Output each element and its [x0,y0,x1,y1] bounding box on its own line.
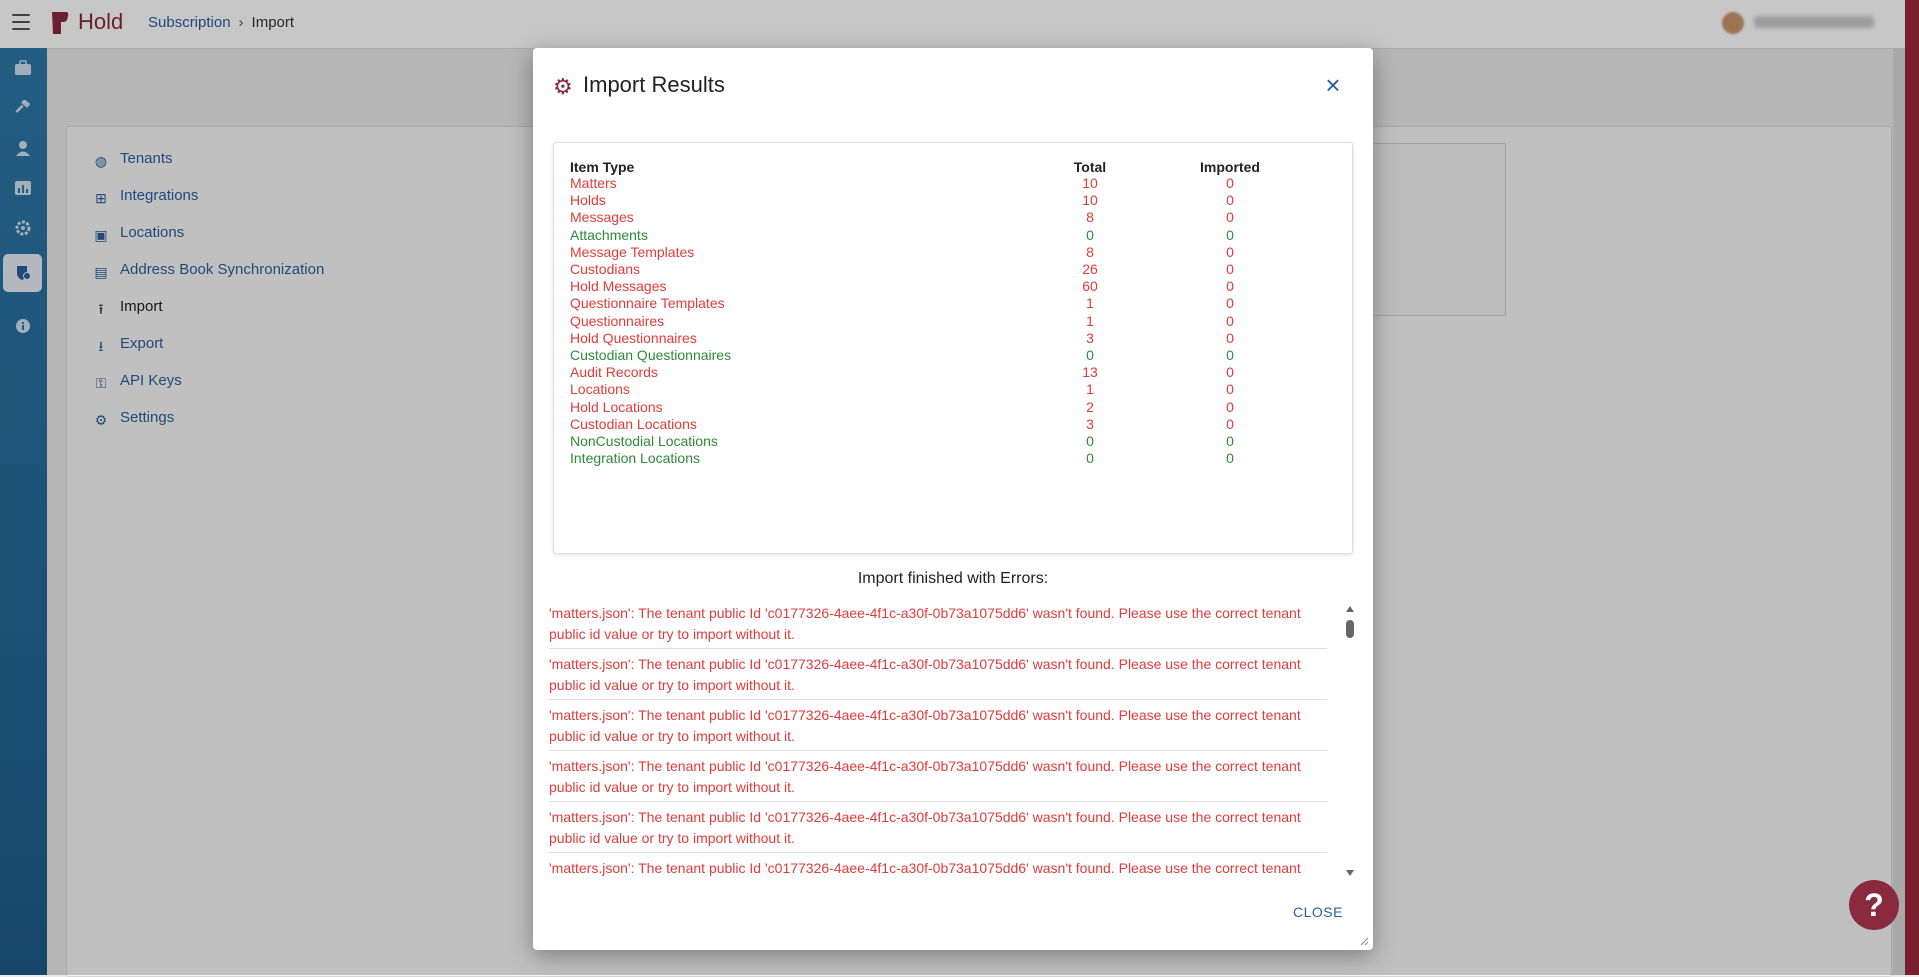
cell-imported: 0 [1226,226,1234,243]
cell-item-type: Integration Locations [570,450,700,467]
cell-total: 1 [1086,295,1094,312]
cell-total: 0 [1086,347,1094,363]
cell-item-type: NonCustodial Locations [570,433,718,449]
cell-item-type: Messages [570,209,634,226]
key-icon: ⚿ [95,375,107,391]
cell-imported: 0 [1226,295,1234,312]
cell-total: 60 [1082,278,1098,295]
cell-item-type: Custodian Locations [570,415,697,432]
cell-total: 10 [1082,192,1098,209]
nav-item-label: Export [120,335,164,352]
brand-name: Hold [78,9,124,34]
cell-total: 3 [1086,415,1094,432]
cell-item-type: Hold Questionnaires [570,329,697,346]
cell-imported: 0 [1226,261,1234,277]
close-icon[interactable]: × [1325,70,1341,100]
error-item: 'matters.json': The tenant public Id 'c0177326-4aee-4f1c-a30f-0b73a1075dd6' wasn't found. Please use the correct tenant public id value or try to import without it. [549,651,1327,700]
cell-item-type: Holds [570,192,606,209]
gear-icon: ⚙ [553,74,573,99]
cell-total: 0 [1086,450,1094,467]
cell-item-type: Matters [570,175,617,191]
cell-item-type: Questionnaire Templates [570,295,725,312]
gear-icon: ⚙ [94,412,108,428]
upload-icon: ⭱ [98,301,104,317]
right-edge-bar [1905,0,1919,975]
nav-item-label: Locations [120,224,185,241]
cell-imported: 0 [1226,192,1234,209]
cell-imported: 0 [1226,278,1234,295]
close-button[interactable]: CLOSE [1293,904,1343,920]
cell-total: 0 [1086,433,1094,449]
scroll-down-icon[interactable] [1346,870,1354,876]
cell-imported: 0 [1226,364,1234,381]
header-imported: Imported [1200,159,1260,175]
help-button[interactable]: ? [1849,880,1899,930]
errors-title: Import finished with Errors: [857,570,1049,587]
globe-icon: ◍ [94,153,108,169]
cell-total: 8 [1086,209,1094,226]
cell-imported: 0 [1226,398,1234,415]
cell-total: 3 [1086,329,1094,346]
cell-imported: 0 [1226,175,1234,191]
cell-imported: 0 [1226,433,1234,449]
cell-imported: 0 [1226,415,1234,432]
resize-handle-icon[interactable] [1359,936,1369,946]
download-icon: ⭳ [98,338,104,354]
cell-total: 8 [1086,243,1094,260]
error-list[interactable] [549,600,1345,880]
table-row [570,450,1330,470]
breadcrumb-subscription[interactable]: Subscription [148,14,231,31]
cell-total: 2 [1086,398,1094,415]
cell-imported: 0 [1226,381,1234,398]
hierarchy-icon: ⊞ [95,190,107,206]
cell-item-type: Hold Locations [570,398,663,415]
cell-imported: 0 [1226,450,1234,467]
header-total: Total [1073,159,1107,175]
cell-item-type: Custodian Questionnaires [570,347,732,363]
scroll-thumb[interactable] [1346,620,1354,638]
import-results-table [553,142,1353,554]
cell-item-type: Custodians [570,261,641,277]
cell-imported: 0 [1226,347,1234,363]
cell-item-type: Audit Records [570,364,658,381]
cell-imported: 0 [1226,312,1234,329]
cell-item-type: Hold Messages [570,278,667,295]
error-item: 'matters.json': The tenant public Id 'c0177326-4aee-4f1c-a30f-0b73a1075dd6' wasn't found. Please use the correct tenant public id value or try to import without it. [549,753,1327,802]
address-book-icon: ▤ [94,264,108,280]
nav-item-label: Integrations [120,187,199,204]
error-item: 'matters.json': The tenant public Id 'c0177326-4aee-4f1c-a30f-0b73a1075dd6' wasn't found. Please use the correct tenant public id value or try to import without it. [549,702,1327,751]
error-item: 'matters.json': The tenant public Id 'c0177326-4aee-4f1c-a30f-0b73a1075dd6' wasn't found. Please use the correct tenant public id value or try to import without it. [549,804,1327,853]
breadcrumb-separator: › [238,14,244,31]
cell-item-type: Questionnaires [570,312,665,329]
cell-item-type: Message Templates [570,243,695,260]
cell-item-type: Locations [570,381,630,398]
cell-item-type: Attachments [570,226,648,243]
error-list-scrollbar[interactable] [1345,606,1355,878]
dialog-title-text: Import Results [583,72,725,97]
cell-imported: 0 [1226,243,1234,260]
cell-imported: 0 [1226,329,1234,346]
error-item: 'matters.json': The tenant public Id 'c0177326-4aee-4f1c-a30f-0b73a1075dd6' wasn't found. Please use the correct tenant public id value or try to import without it. [549,600,1327,649]
location-box-icon: ▣ [94,227,108,243]
breadcrumb-import: Import [251,14,295,31]
dialog-title [553,72,725,98]
header-item-type: Item Type [570,159,635,175]
cell-total: 10 [1082,175,1098,191]
import-results-dialog [533,48,1373,950]
cell-imported: 0 [1226,209,1234,226]
nav-item-label: API Keys [120,372,182,389]
cell-total: 1 [1086,312,1094,329]
cell-total: 0 [1086,226,1094,243]
cell-total: 26 [1082,261,1098,277]
nav-item-label: Settings [120,409,175,426]
nav-item-label: Address Book Synchronization [120,261,325,278]
nav-item-label: Tenants [120,150,173,167]
nav-item-label: Import [120,298,163,315]
scroll-up-icon[interactable] [1346,606,1354,612]
cell-total: 1 [1086,381,1094,398]
cell-total: 13 [1082,364,1098,381]
error-item: 'matters.json': The tenant public Id 'c0177326-4aee-4f1c-a30f-0b73a1075dd6' wasn't found. Please use the correct tenant [549,855,1327,880]
